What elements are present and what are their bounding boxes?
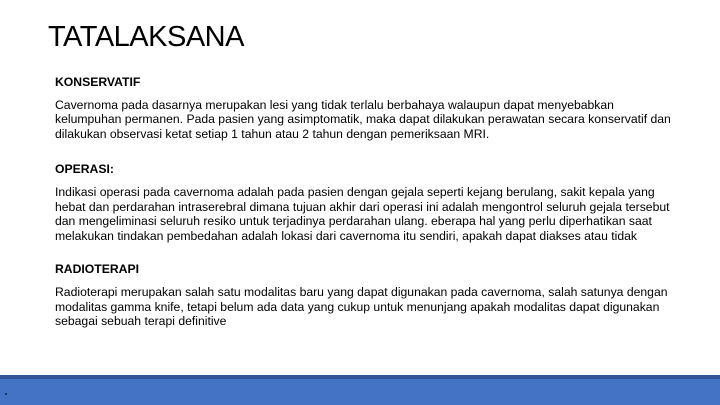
footer-band bbox=[0, 375, 720, 405]
section-heading: RADIOTERAPI bbox=[55, 262, 139, 277]
section-radioterapi bbox=[55, 262, 675, 328]
section-text: Indikasi operasi pada cavernoma adalah pada pasien dengan gejala seperti kejang berulang, sakit kepala yang hebat dan perdarahan intraserebral dimana tujuan akhir dari operasi ini adalah mengontrol seluruh gejala tersebut dan mengeliminasi seluruh resiko untuk terjadinya perdarahan ulang. eberapa hal yang perlu diperhatikan saat melakukan tindakan pembedahan adalah lokasi dari cavernoma itu sendiri, apakah dapat diakses atau tidak bbox=[55, 184, 670, 243]
section-konservatif bbox=[55, 75, 675, 141]
section-heading: OPERASI: bbox=[55, 162, 114, 177]
slide-body bbox=[55, 75, 675, 329]
section-operasi bbox=[55, 162, 675, 243]
section-heading: KONSERVATIF bbox=[55, 75, 141, 89]
footer-divider bbox=[0, 375, 720, 379]
section-text: Cavernoma pada dasarnya merupakan lesi yang tidak terlalu berbahaya walaupun dapat menyebabkan kelumpuhan permanen. Pada pasien yang asimptomatik, maka dapat dilakukan perawatan secara konservatif dan dilakukan observasi ketat setiap 1 tahun atau 2 tahun dengan pemeriksaan MRI. bbox=[55, 97, 671, 141]
footer-marker bbox=[5, 393, 7, 395]
slide-title: TATALAKSANA bbox=[48, 21, 244, 53]
section-text: Radioterapi merupakan salah satu modalitas baru yang dapat digunakan pada cavernoma, salah satunya dengan modalitas gamma knife, tetapi belum ada data yang cukup untuk menunjang apakah modalitas dapat digunakan sebagai sebuah terapi definitive bbox=[55, 284, 668, 329]
